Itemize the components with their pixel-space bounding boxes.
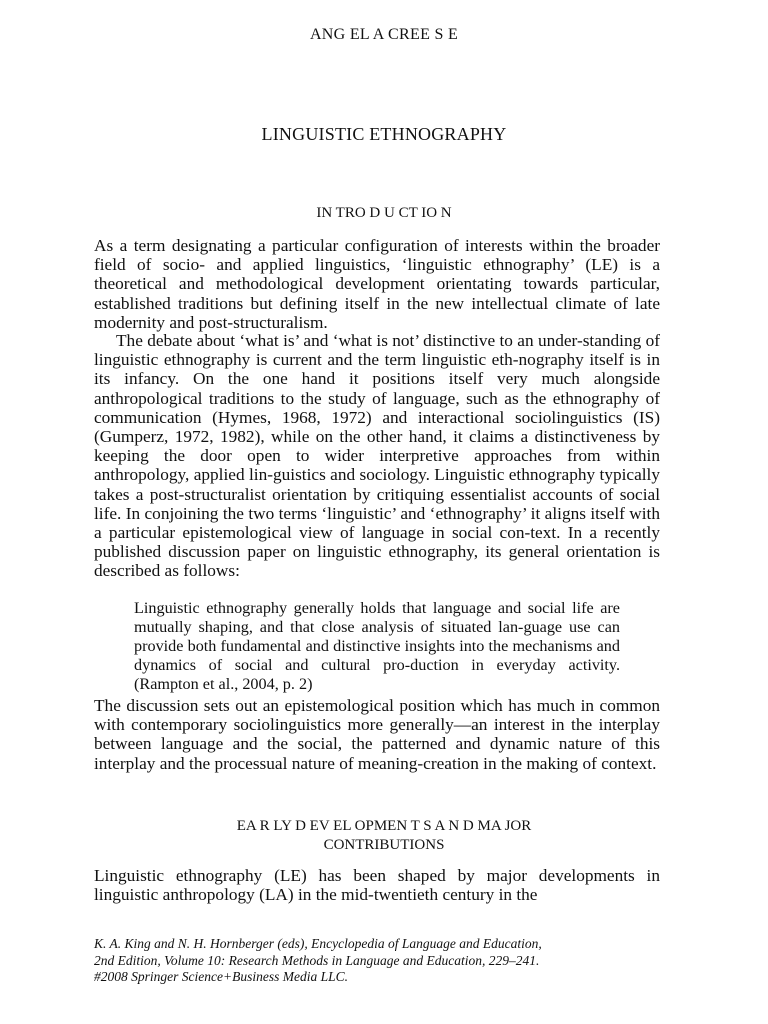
section-heading-line: CONTRIBUTIONS [323, 837, 445, 853]
section-heading-introduction: IN TRO D U CT IO N [316, 205, 452, 221]
paragraph-text: The discussion sets out an epistemological position which has much in common with contemporary sociolinguistics more generally—an interest in the interplay between language and the social, the patterned and dynamic nature of this interplay and the processual nature of meaning-creation in the making of context. [94, 696, 660, 773]
paragraph-text: Linguistic ethnography (LE) has been shaped by major developments in linguistic anthropology (LA) in the mid-twentieth century in the [94, 866, 660, 905]
block-quote: Linguistic ethnography generally holds that language and social life are mutually shaping, and that close analysis of situated lan-guage use can provide both fundamental and distinctive insights into the mechanisms and dynamics of social and cultural pro-duction in everyday activity. (Rampton et al., 2004, p. 2) [134, 599, 620, 694]
running-header-author: ANG EL A CREE S E [309, 26, 459, 43]
paragraph-intro-3 [94, 696, 660, 773]
paragraph-text: As a term designating a particular configuration of interests within the broader field of socio- and applied linguistics, ‘linguistic ethnography’ (LE) is a theoretical and methodological development orientating towards particular, established traditions but defining itself in the new intellectual climate of late modernity and post-structuralism. [94, 236, 660, 332]
footer-line: 2nd Edition, Volume 10: Research Methods in Language and Education, 229–241. [94, 952, 540, 968]
paragraph-text: The debate about ‘what is’ and ‘what is not’ distinctive to an under-standing of linguistic ethnography is current and the term linguistic eth-nography itself is in its infancy. On the one hand it positions itself very much alongside anthropological traditions to the study of language, such as the ethnography of communication (Hymes, 1968, 1972) and interactional sociolinguistics (IS) (Gumperz, 1972, 1982), while on the other hand, it claims a distinctiveness by keeping the door open to wider interpretive approaches from within anthropology, applied lin-guistics and sociology. Linguistic ethnography typically takes a post-structuralist orientation by critiquing essentialist accounts of social life. In conjoining the two terms ‘linguistic’ and ‘ethnography’ it aligns itself with a particular epistemological view of language in social con-text. In a recently published discussion paper on linguistic ethnography, its general orientation is described as follows: [94, 331, 660, 581]
section-heading-early-developments [0, 817, 768, 855]
footer-line: K. A. King and N. H. Hornberger (eds), Encyclopedia of Language and Education, [94, 936, 542, 951]
citation-footer [94, 936, 674, 986]
chapter-title: LINGUISTIC ETHNOGRAPHY [261, 124, 507, 144]
paragraph-intro-2 [94, 331, 660, 581]
paragraph-intro-1 [94, 236, 660, 332]
section-heading-line: EA R LY D EV EL OPMEN T S A N D MA JOR [236, 818, 532, 834]
footer-line: #2008 Springer Science+Business Media LLC. [94, 969, 348, 984]
paragraph-early-1 [94, 866, 660, 904]
